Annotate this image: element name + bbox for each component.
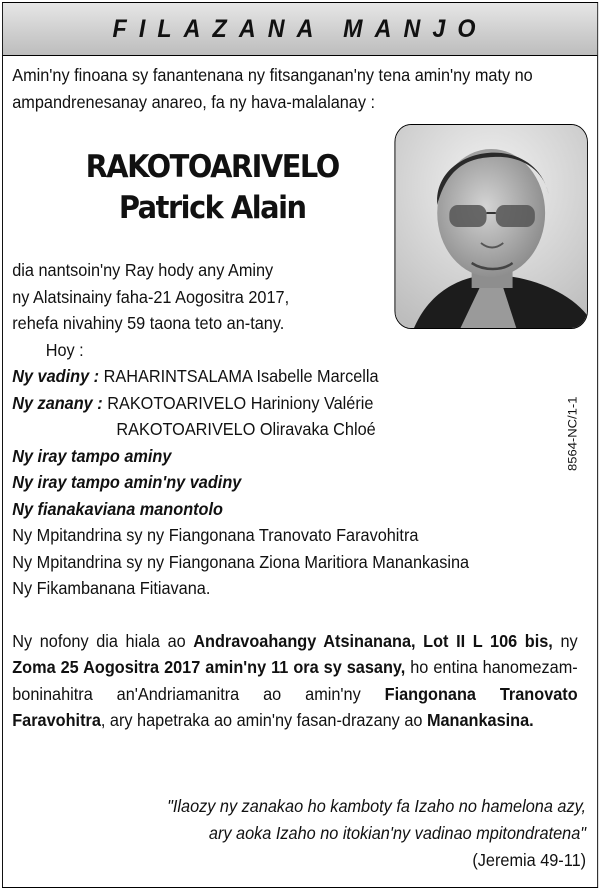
funeral-text-3: ho entina hanomezam-boninahitra an'Andriamanitra ao amin'ny — [12, 657, 578, 704]
children-label: Ny zanany : — [12, 392, 103, 413]
funeral-church: Fiangonana Tranovato Faravohitra — [12, 683, 578, 730]
children-line — [12, 390, 579, 417]
whole-family-line: Ny fianakaviana manontolo — [12, 498, 223, 519]
notice-title: FILAZANA MANJO — [112, 15, 488, 43]
funeral-text-1: Ny nofony dia hiala ao — [12, 630, 194, 651]
hoy-label: Hoy : — [45, 339, 84, 360]
spouse-siblings-line: Ny iray tampo amin'ny vadiny — [12, 472, 242, 492]
church-line-1: Ny Mpitandrina sy ny Fiangonana Tranovato Faravohitra — [12, 525, 419, 545]
death-line-2: ny Alatsinainy faha-21 Aogositra 2017, — [12, 286, 290, 307]
child-2-name: RAKOTOARIVELO Oliravaka Chloé — [116, 419, 376, 439]
death-line-1: dia nantsoin'ny Ray hody any Aminy — [12, 260, 274, 280]
quote-reference: (Jeremia 49-11) — [472, 850, 587, 870]
quote-line-1: "Ilaozy ny zanakao ho kamboty fa Izaho no hamelona azy, — [167, 796, 587, 816]
funeral-place: Andravoahangy Atsinanana, Lot II L 106 bis, — [193, 630, 553, 651]
siblings-line: Ny iray tampo aminy — [12, 445, 172, 466]
deceased-surname: RAKOTOARIVELO — [85, 149, 339, 185]
deceased-given-names: Patrick Alain — [118, 190, 306, 226]
funeral-text-2: ny — [552, 630, 578, 651]
wife-line — [12, 363, 579, 390]
funeral-text-4: , ary hapetraka ao amin'ny fasan-drazany ao — [100, 710, 427, 730]
burial-place: Manankasina. — [426, 710, 534, 730]
funeral-datetime: Zoma 25 Aogositra 2017 amin'ny 11 ora sy sasany, — [12, 657, 406, 677]
association-line: Ny Fikambanana Fitiavana. — [12, 578, 211, 598]
side-code: 8564-NC/1-1 — [565, 396, 580, 471]
wife-label: Ny vadiny : — [12, 366, 100, 386]
funeral-paragraph — [12, 628, 577, 734]
wife-name: RAHARINTSALAMA Isabelle Marcella — [103, 366, 379, 386]
church-line-2: Ny Mpitandrina sy ny Fiangonana Ziona Maritiora Manankasina — [12, 551, 470, 572]
child-1-name: RAKOTOARIVELO Hariniony Valérie — [107, 392, 374, 413]
notice-header — [3, 3, 597, 56]
bible-quote — [167, 793, 586, 846]
notice-body — [12, 257, 579, 734]
obituary-notice — [2, 2, 598, 888]
death-line-3: rehefa nivahiny 59 taona teto an-tany. — [12, 313, 285, 333]
intro-text: Amin'ny finoana sy fanantenana ny fitsanganan'ny tena amin'ny maty no ampandrenesanay anareo, fa ny hava-malalanay : — [12, 65, 533, 112]
quote-line-2: ary aoka Izaho no itokian'ny vadinao mpitondratena" — [208, 822, 587, 843]
